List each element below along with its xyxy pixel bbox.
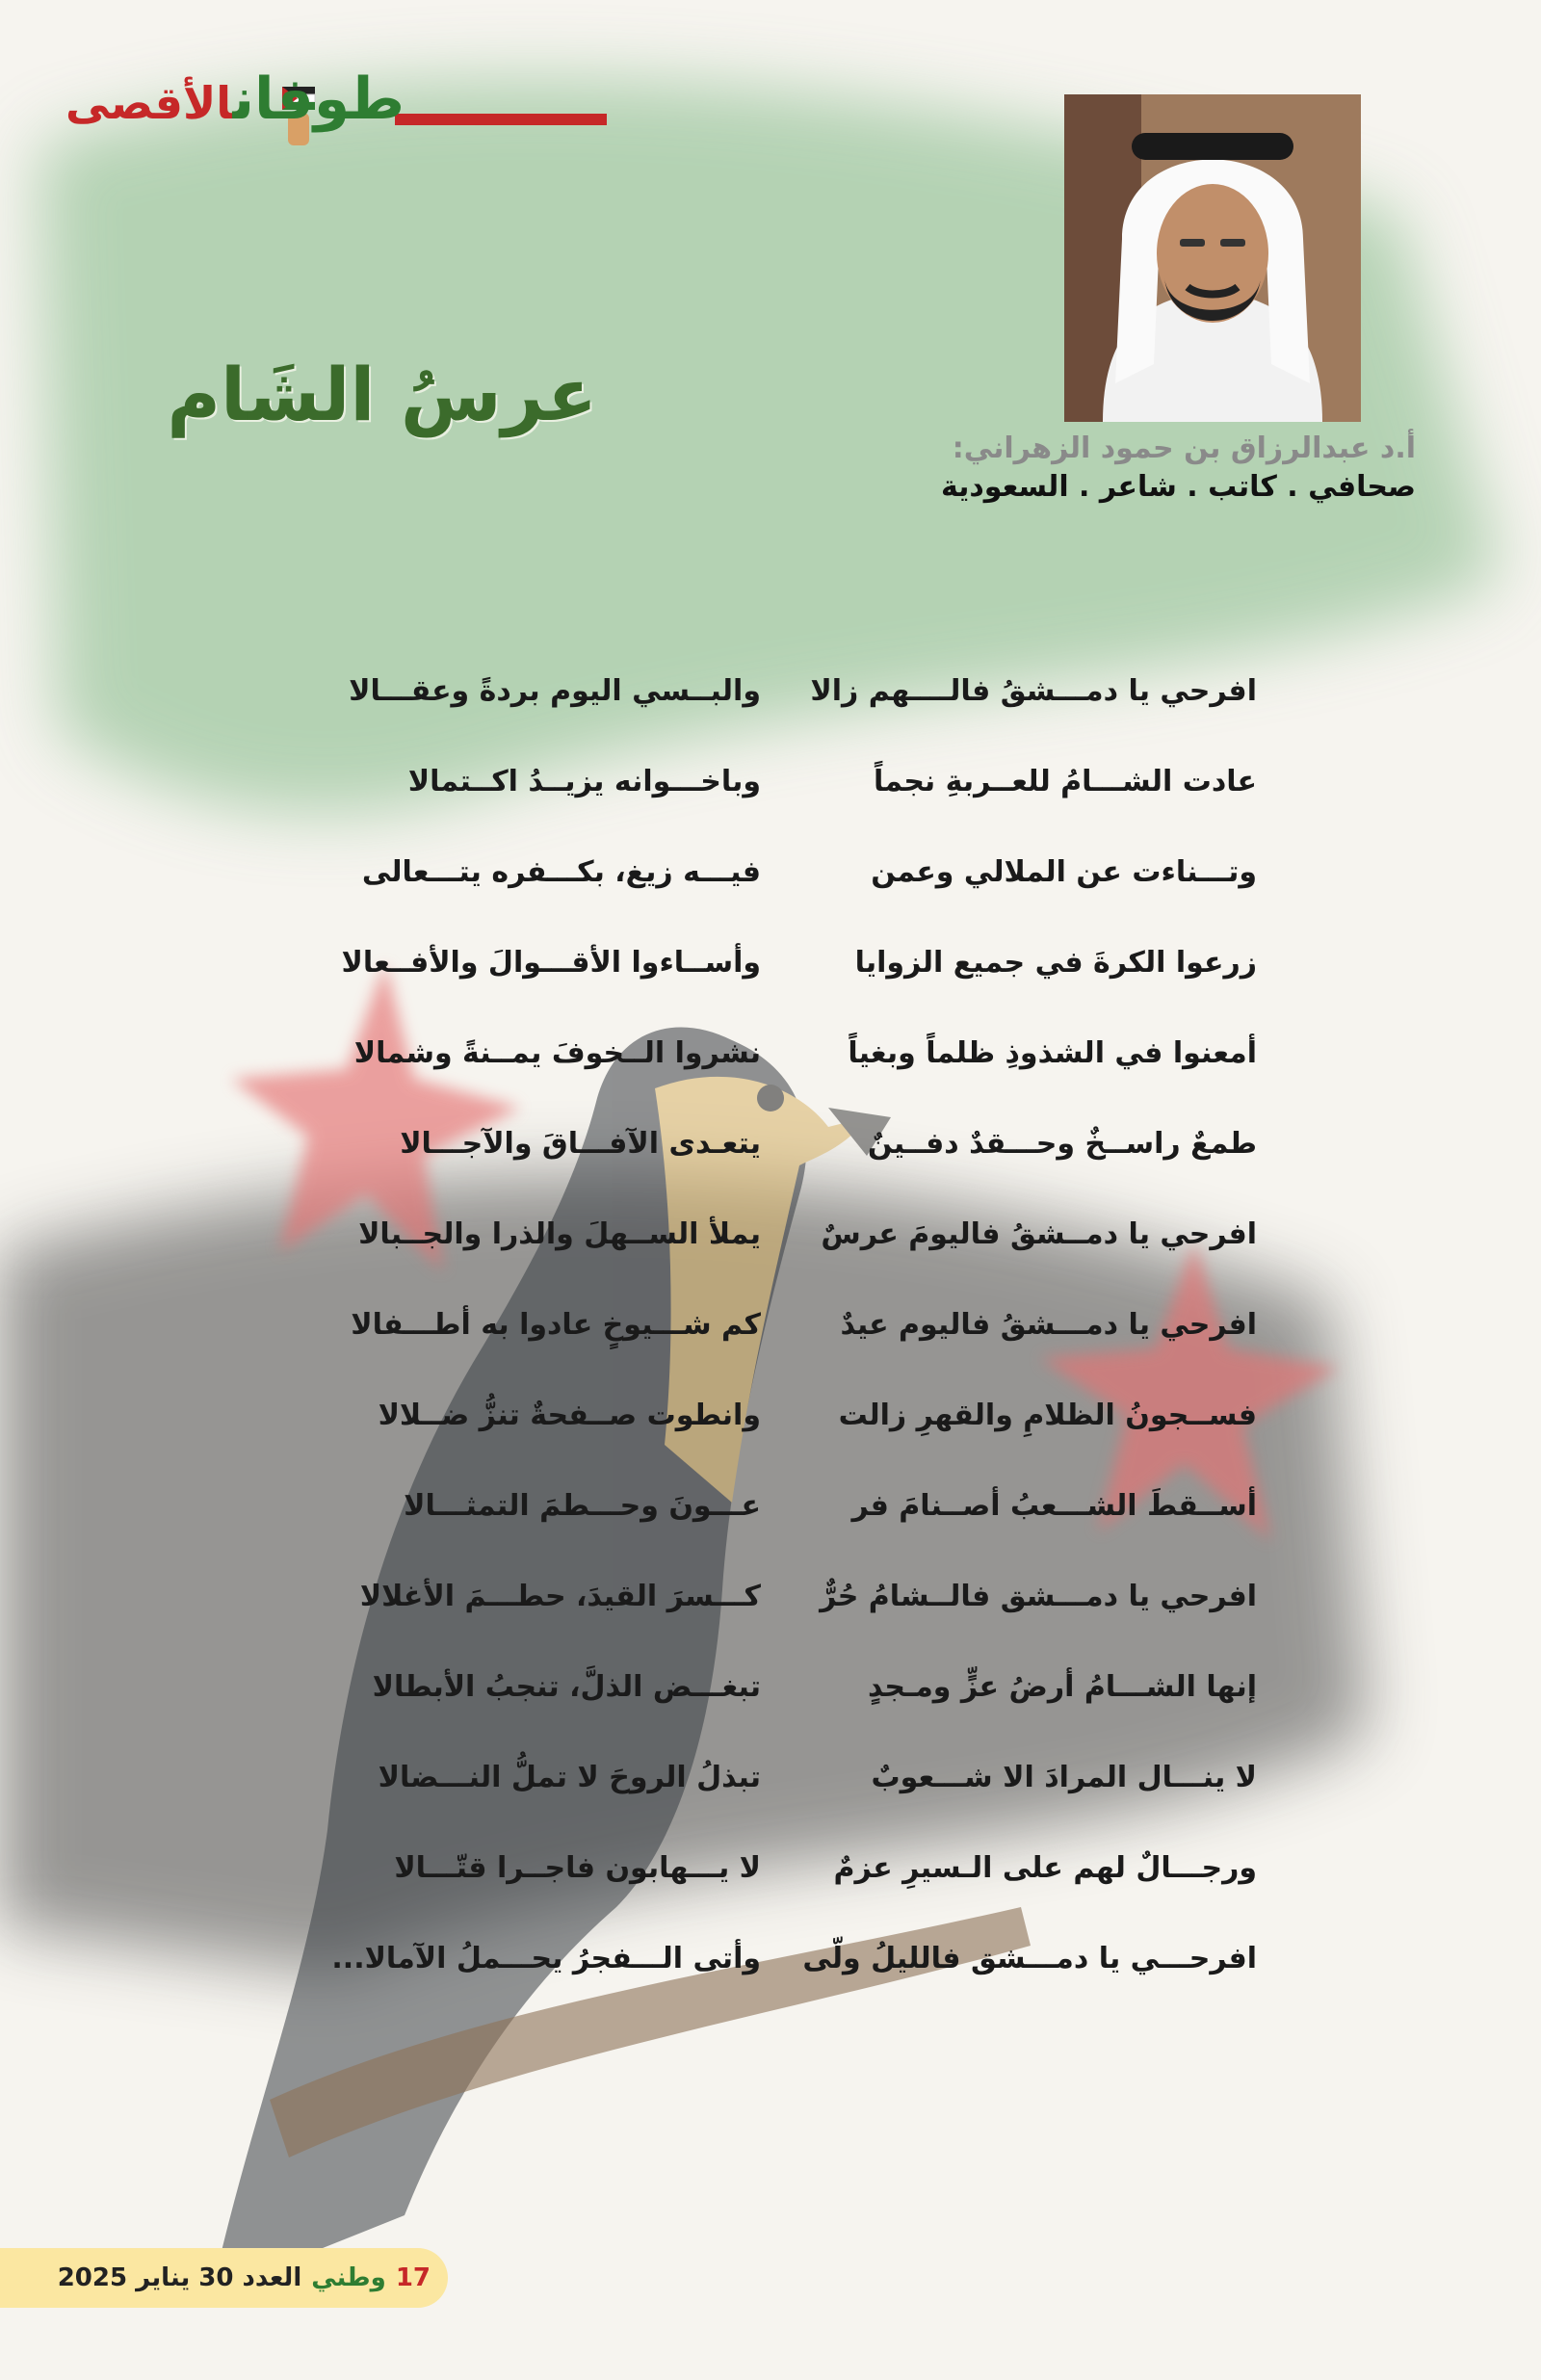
verse-second-hemistich: وأســاءوا الأقـــوالَ والأفــعالا [341, 946, 761, 980]
verse-first-hemistich: لا ينـــال المرادَ الا شـــعوبٌ [871, 1761, 1257, 1794]
author-role: صحافي . كاتب . شاعر . السعودية [940, 470, 1416, 504]
verse-second-hemistich: يملأ الســهلَ والذرا والجــبالا [358, 1217, 761, 1251]
verse-first-hemistich: افرحي يا دمــشقُ فاليومَ عرسٌ [821, 1217, 1257, 1251]
verse-line [0, 1308, 1541, 1366]
verse-first-hemistich: فســجونُ الظلامِ والقهرِ زالت [838, 1399, 1257, 1432]
author-name: أ.د عبدالرزاق بن حمود الزهراني: [952, 432, 1416, 465]
verse-line [0, 1036, 1541, 1094]
verse-first-hemistich: افرحي يا دمـــشق فالــشامُ حُرٌّ [820, 1580, 1257, 1613]
verse-first-hemistich: ورجـــالٌ لهم على الـسيرِ عزمٌ [833, 1851, 1257, 1885]
verse-second-hemistich: كم شـــيوخٍ عادوا به أطـــفالا [351, 1308, 761, 1342]
logo-red-line [395, 114, 607, 125]
footer-brand: وطني [311, 2263, 386, 2292]
verse-line [0, 1489, 1541, 1547]
verse-first-hemistich: أســقطَ الشـــعبُ أصــنامَ فر [851, 1489, 1257, 1523]
author-portrait [1064, 94, 1361, 422]
verse-line [0, 1399, 1541, 1456]
verse-line [0, 1217, 1541, 1275]
verse-first-hemistich: افرحي يا دمـــشقُ فالــــهم زالا [810, 674, 1257, 708]
verse-second-hemistich: عـــونَ وحـــطمَ التمثـــالا [404, 1489, 761, 1523]
verse-first-hemistich: عادت الشـــامُ للعــربةِ نجماً [873, 765, 1257, 798]
verse-second-hemistich: يتعـدى الآفـــاقَ والآجـــالا [400, 1127, 761, 1161]
logo-main-text: طوفان [232, 65, 405, 133]
verse-line [0, 1127, 1541, 1185]
verse-first-hemistich: افرحي يا دمـــشقُ فاليوم عيدٌ [840, 1308, 1257, 1342]
verse-first-hemistich: طمعٌ راســخٌ وحـــقدٌ دفــينٌ [867, 1127, 1257, 1161]
verse-line [0, 1580, 1541, 1637]
page-number: 17 [395, 2263, 431, 2292]
verse-second-hemistich: فيـــه زيغ، بكـــفره يتـــعالى [361, 855, 761, 889]
verse-second-hemistich: لا يـــهابون فاجــرا قتّـــالا [394, 1851, 761, 1885]
verse-line [0, 1851, 1541, 1909]
verse-second-hemistich: وانطوت صــفحةٌ تنزُّ ضــلالا [378, 1399, 761, 1432]
verse-line [0, 765, 1541, 823]
verse-first-hemistich: إنها الشـــامُ أرضُ عزٍّ ومـجدٍ [868, 1670, 1257, 1704]
footer-issue-date: العدد 30 يناير 2025 [57, 2263, 302, 2292]
verse-second-hemistich: وأتى الـــفجرُ يحـــملُ الآمالا... [331, 1942, 761, 1975]
verse-second-hemistich: كـــسرَ القيدَ، حطـــمَ الأغلالا [359, 1580, 761, 1613]
verse-line [0, 855, 1541, 913]
verse-second-hemistich: والبــسي اليوم بردةً وعقـــالا [349, 674, 761, 708]
logo-accent-text: الأقصى [65, 77, 233, 129]
verse-first-hemistich: أمعنوا في الشذوذِ ظلماً وبغياً [848, 1036, 1257, 1070]
verse-second-hemistich: تبذلُ الروحَ لا تملُّ النـــضالا [378, 1761, 761, 1794]
masthead-logo [29, 53, 588, 169]
verse-line [0, 1761, 1541, 1818]
verse-line [0, 1942, 1541, 2000]
page-footer [0, 2248, 448, 2308]
verse-first-hemistich: وتـــناءت عن الملالي وعمن [871, 855, 1257, 889]
logo-text [39, 65, 405, 133]
verse-line [0, 674, 1541, 732]
author-photo-illustration [1064, 94, 1361, 422]
verse-second-hemistich: نشروا الــخوفَ يمــنةً وشمالا [353, 1036, 761, 1070]
verse-first-hemistich: زرعوا الكرةَ في جميع الزوايا [854, 946, 1257, 980]
verse-line [0, 946, 1541, 1004]
poem-title: عرسُ الشَام [167, 352, 597, 437]
verse-first-hemistich: افرحـــي يا دمـــشق فالليلُ ولّى [802, 1942, 1257, 1975]
verse-second-hemistich: تبغـــض الذلَّ، تنجبُ الأبطالا [372, 1670, 761, 1704]
verse-line [0, 1670, 1541, 1728]
verse-second-hemistich: وباخـــوانه يزيــدُ اكــتمالا [407, 765, 761, 798]
